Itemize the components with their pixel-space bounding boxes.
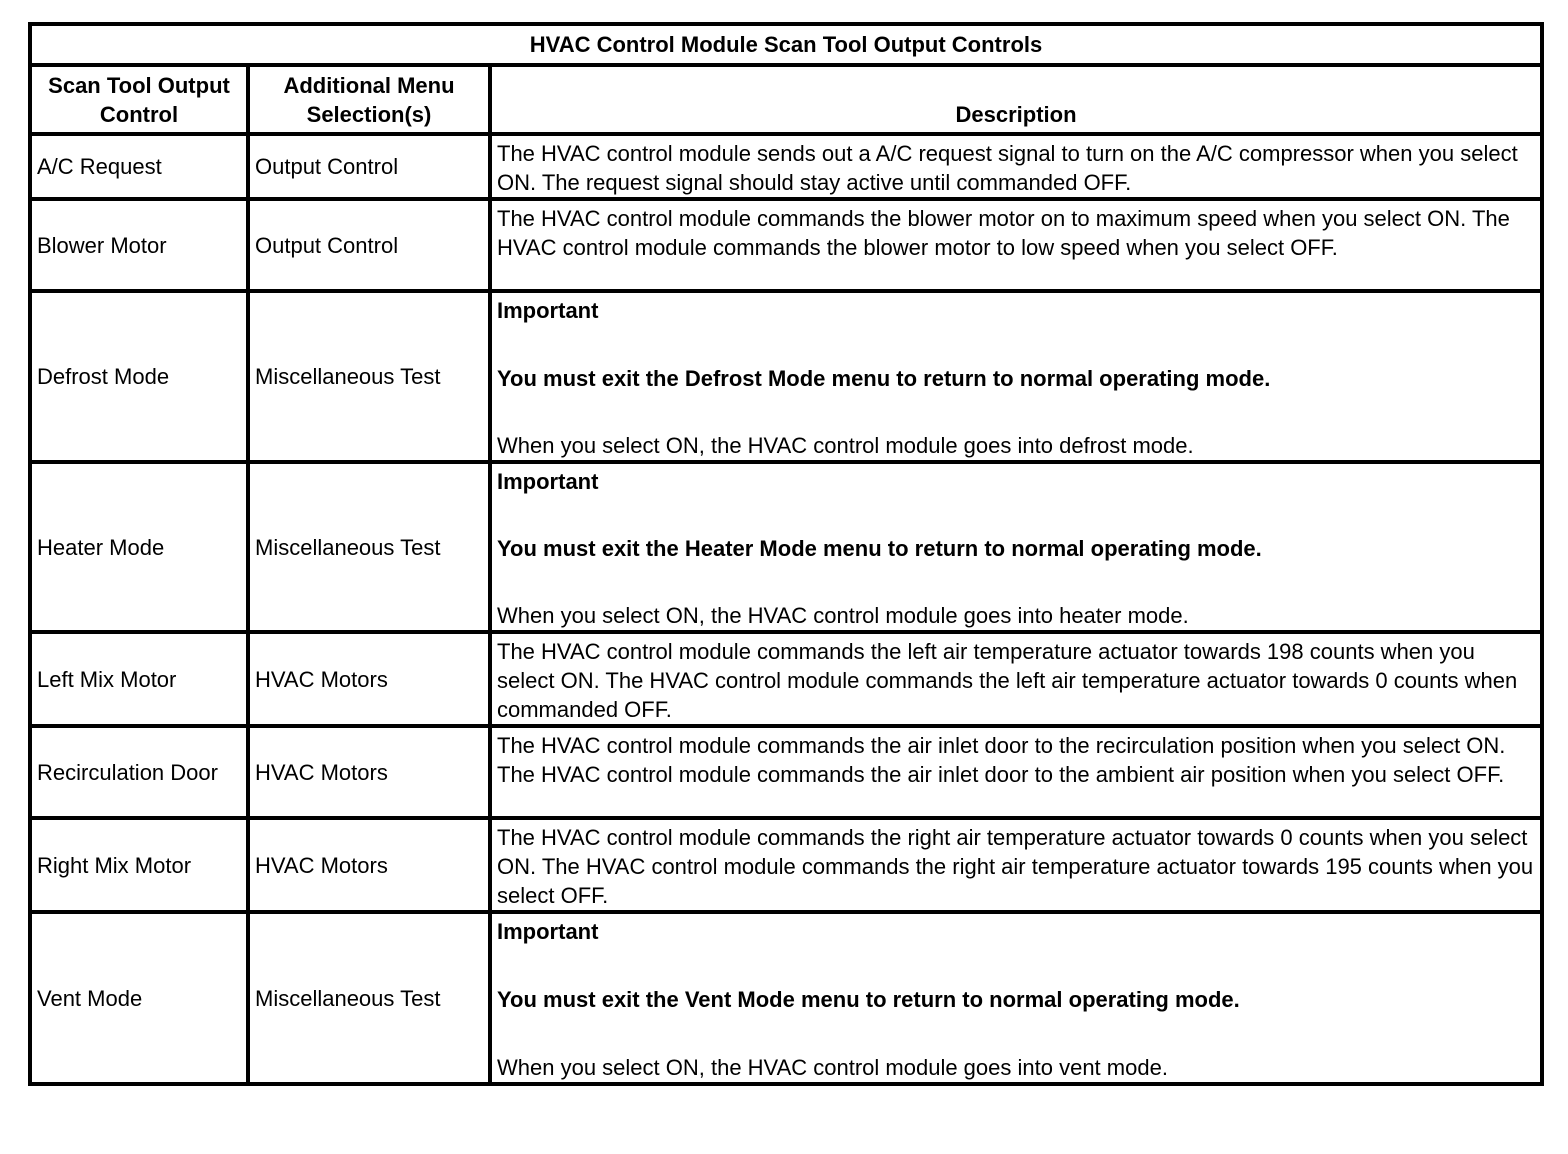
description-text: The HVAC control module commands the left air temperature actuator towards 198 counts when you select ON. The HVAC control module commands the left air temperature actuator towards 0 counts when commanded OFF. (490, 632, 1542, 726)
important-label: Important (497, 919, 599, 944)
control-name: Defrost Mode (30, 291, 248, 462)
header-menu: Additional Menu Selection(s) (248, 65, 490, 134)
control-name: Recirculation Door (30, 726, 248, 818)
table-row (30, 199, 1542, 291)
table-row (30, 818, 1542, 912)
table-row (30, 632, 1542, 726)
description-text: The HVAC control module commands the right air temperature actuator towards 0 counts when you select ON. The HVAC control module commands the right air temperature actuator towards 195 counts when you select OFF. (490, 818, 1542, 912)
table-title-row (30, 24, 1542, 65)
menu-selection: Miscellaneous Test (248, 291, 490, 462)
warning-text: You must exit the Defrost Mode menu to return to normal operating mode. (497, 365, 1271, 391)
control-name: Heater Mode (30, 462, 248, 632)
description-text: The HVAC control module commands the air inlet door to the recirculation position when you select ON. The HVAC control module commands the air inlet door to the ambient air position when you select OFF. (490, 726, 1542, 818)
menu-selection: HVAC Motors (248, 632, 490, 726)
warning-text: You must exit the Vent Mode menu to return to normal operating mode. (497, 987, 1240, 1012)
table-row (30, 462, 1542, 632)
table-row (30, 726, 1542, 818)
header-control: Scan Tool Output Control (30, 65, 248, 134)
menu-selection: Output Control (248, 134, 490, 199)
menu-selection: Miscellaneous Test (248, 462, 490, 632)
table-row (30, 291, 1542, 462)
table-title: HVAC Control Module Scan Tool Output Controls (30, 24, 1542, 65)
control-name: Left Mix Motor (30, 632, 248, 726)
description-text: When you select ON, the HVAC control module goes into vent mode. (497, 1055, 1168, 1080)
table-header-row (30, 65, 1542, 134)
table-body (30, 134, 1542, 1084)
menu-selection: HVAC Motors (248, 818, 490, 912)
control-name: Right Mix Motor (30, 818, 248, 912)
menu-selection: Miscellaneous Test (248, 912, 490, 1084)
control-name: A/C Request (30, 134, 248, 199)
description-text: The HVAC control module commands the blower motor on to maximum speed when you select ON. The HVAC control module commands the blower motor to low speed when you select OFF. (490, 199, 1542, 291)
description-text: The HVAC control module sends out a A/C request signal to turn on the A/C compressor when you select ON. The request signal should stay active until commanded OFF. (490, 134, 1542, 199)
control-name: Vent Mode (30, 912, 248, 1084)
menu-selection: HVAC Motors (248, 726, 490, 818)
header-description: Description (490, 65, 1542, 134)
important-label: Important (497, 469, 599, 494)
description-text: When you select ON, the HVAC control module goes into defrost mode. (497, 433, 1194, 458)
table-row (30, 912, 1542, 1084)
menu-selection: Output Control (248, 199, 490, 291)
table-row (30, 134, 1542, 199)
output-controls-table (28, 22, 1544, 1086)
control-name: Blower Motor (30, 199, 248, 291)
description-text: When you select ON, the HVAC control module goes into heater mode. (497, 603, 1189, 628)
important-label: Important (497, 298, 599, 323)
warning-text: You must exit the Heater Mode menu to return to normal operating mode. (497, 536, 1262, 561)
